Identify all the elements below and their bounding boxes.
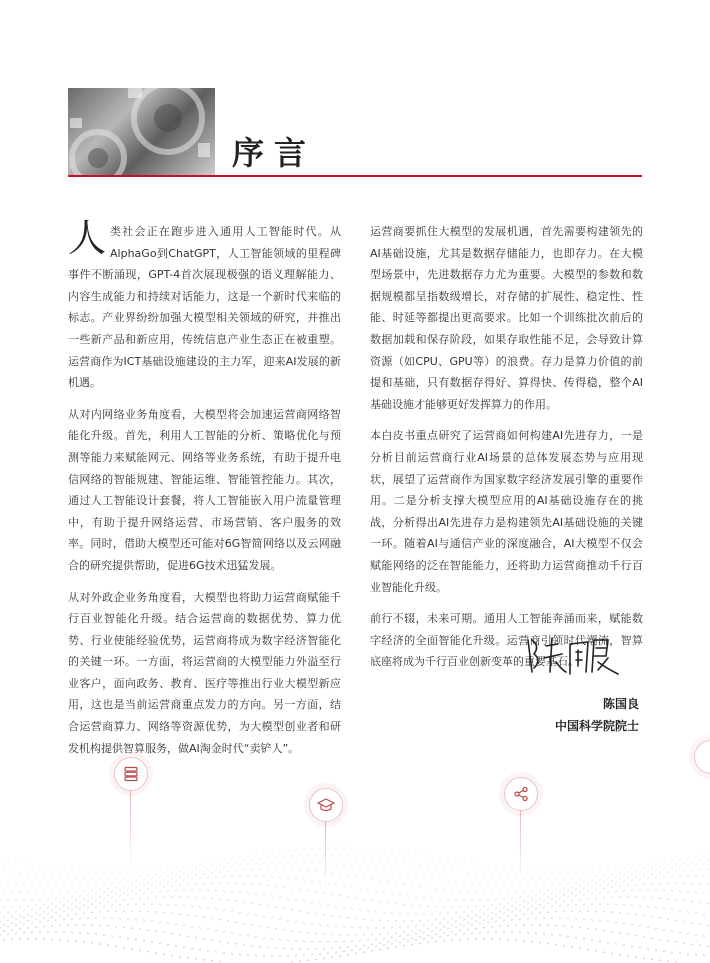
left-column	[68, 216, 341, 769]
paragraph-5: 本白皮书重点研究了运营商如何构建AI先进存力，一是分析目前运营商行业AI场景的总体发展态势与应用现状，展望了运营商作为国家数字经济发展引擎的重要作用。二是分析支撑大模型应用的AI基础设施存在的挑战，分析得出AI先进存力是构建领先AI基础设施的关键一环。随着AI与通信产业的深度融合，AI大模型不仅会赋能网络的泛在智能能力，还将助力运营商推动千行百业智能化升级。	[370, 429, 643, 594]
paragraph-4: 运营商要抓住大模型的发展机遇，首先需要构建领先的AI基础设施，尤其是数据存储能力，也即存力。在大模型场景中，先进数据存力尤为重要。大模型的参数和数据规模都呈指数级增长，对存储的扩展性、稳定性、性能、时延等都提出更高要求。比如一个训练批次前后的数据加载和保存阶段，如果存取性能不足，会导致计算资源（如CPU、GPU等）的浪费。存力是算力价值的前提和基础，只有数据存得好、算得快、传得稳，整个AI基础设施才能够更好发挥算力的作用。	[370, 225, 643, 411]
author-block	[555, 693, 639, 737]
paragraph-3: 从对外政企业务角度看，大模型也将助力运营商赋能千行百业智能化升级。结合运营商的数据优势、算力优势、行业使能经验优势，运营商将成为数字经济智能化的关键一环。一方面，将运营商的大模型能力外溢至行业客户，面向政务、教育、医疗等推出行业大模型新应用，这也是当前运营商重点发力的方向。另一方面，结合运营商算力、网络等资源优势，为大模型创业者和研发机构提供智算服务，做AI淘金时代“卖铲人”。	[68, 590, 341, 755]
title-divider	[68, 175, 642, 177]
paragraph-6: 前行不辍，未来可期。通用人工智能奔涌而来，赋能数字经济的全面智能化升级。运营商引领时代潮流，智算底座将成为千行百业创新变革的重要基石。	[370, 612, 643, 669]
share-icon	[504, 777, 538, 811]
handwritten-signature	[522, 632, 622, 680]
dotted-wave-background	[0, 820, 710, 963]
right-column	[370, 221, 643, 683]
page-title: 序言	[232, 134, 317, 172]
paragraph-2: 从对内网络业务角度看，大模型将会加速运营商网络智能化升级。首先，利用人工智能的分析、策略优化与预测等能力来赋能网元、网络等业务系统，有助于提升电信网络的智能规建、智能运维、智能管控能力。其次，通过人工智能设计套餐，将人工智能嵌入用户流量管理中，有助于提升网络运营、市场营销、客户服务的效率。同时，借助大模型还可能对6G智简网络以及云网融合的研究提供帮助，促进6G技术迅猛发展。	[68, 407, 341, 572]
paragraph-1	[68, 216, 341, 394]
author-name: 陈国良	[602, 697, 639, 711]
graduation-cap-icon	[309, 788, 343, 822]
header-gears-image	[68, 88, 215, 176]
server-icon	[114, 757, 148, 791]
author-title: 中国科学院院士	[554, 719, 639, 733]
partial-icon	[694, 740, 710, 774]
drop-cap: 人	[68, 216, 107, 260]
paragraph-1-text: 类社会正在跑步进入通用人工智能时代。从AlphaGo到ChatGPT，人工智能领域的里程碑事件不断涌现，GPT-4首次展现极强的语义理解能力、内容生成能力和持续对话能力，这是一个新时代来临的标志。产业界纷纷加强大模型相关领域的研究，并推出一些新产品和新应用，传统信息产业生态正在被重塑。运营商作为ICT基础设施建设的主力军，迎来AI发展的新机遇。	[68, 225, 341, 390]
